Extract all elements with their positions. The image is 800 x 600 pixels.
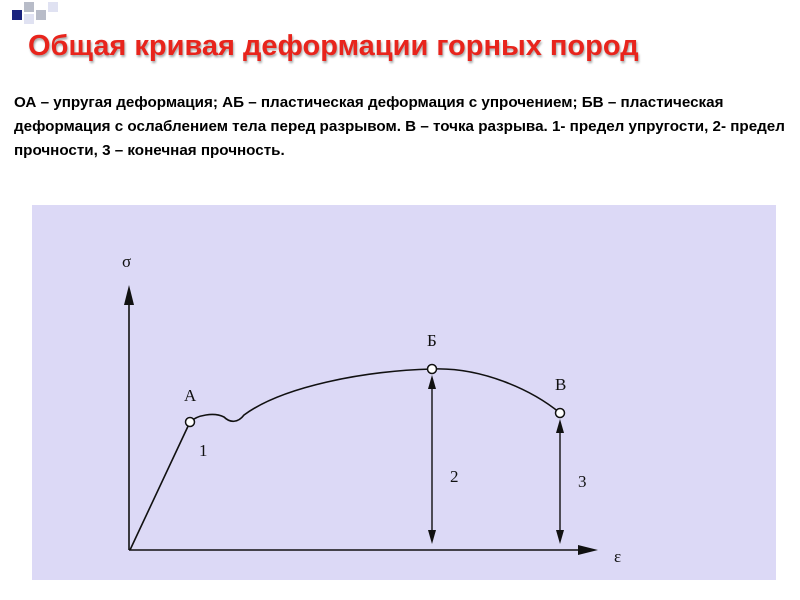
point-v-marker <box>556 409 565 418</box>
corner-square <box>24 14 34 24</box>
limit-2-label: 2 <box>450 467 459 486</box>
limit-2-arrowhead-top <box>428 375 436 389</box>
corner-square <box>48 2 58 12</box>
limit-3-label: 3 <box>578 472 587 491</box>
y-axis-arrowhead <box>124 285 134 305</box>
deformation-diagram <box>32 205 776 580</box>
x-axis-label: ε <box>614 547 622 566</box>
corner-square <box>24 2 34 12</box>
x-axis-arrowhead <box>578 545 598 555</box>
limit-3-arrowhead-bottom <box>556 530 564 544</box>
corner-square <box>36 10 46 20</box>
point-v-label: В <box>555 375 567 394</box>
limit-1-label: 1 <box>199 441 208 460</box>
diagram-panel <box>32 205 776 580</box>
point-a-label: А <box>184 386 197 405</box>
point-b-label: Б <box>427 331 437 350</box>
limit-2-arrowhead-bottom <box>428 530 436 544</box>
point-b-marker <box>428 365 437 374</box>
y-axis-label: σ <box>122 252 132 271</box>
limit-3-arrowhead-top <box>556 419 564 433</box>
point-a-marker <box>186 418 195 427</box>
slide-caption: ОА – упругая деформация; АБ – пластическая деформация с упрочением; БВ – пластическая деформация с ослаблением тела перед разрывом. В – точка разрыва. 1- предел упругости, 2- предел прочности, 3 – конечная прочность. <box>14 94 785 159</box>
slide-title: Общая кривая деформации горных пород <box>28 30 639 62</box>
corner-square <box>12 10 22 20</box>
